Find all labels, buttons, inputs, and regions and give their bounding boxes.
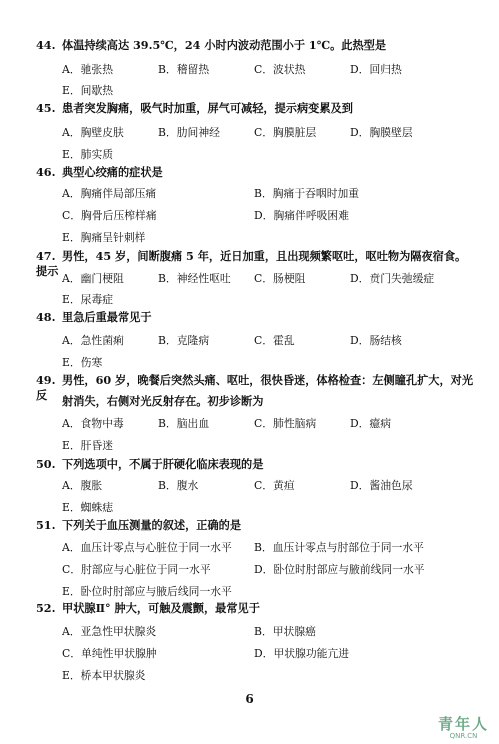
option-e[interactable]: E．桥本甲状腺炎 bbox=[62, 669, 146, 682]
option-b[interactable]: B．脑出血 bbox=[158, 417, 210, 430]
watermark-logo bbox=[438, 716, 489, 740]
option-c[interactable]: C．肺性脑病 bbox=[254, 417, 317, 430]
option-e[interactable]: E．肺实质 bbox=[62, 148, 114, 161]
option-e[interactable]: E．卧位时肘部应与腋后线同一水平 bbox=[62, 585, 232, 598]
option-d[interactable]: D．卧位时肘部应与腋前线同一水平 bbox=[254, 563, 425, 576]
option-b[interactable]: B．甲状腺癌 bbox=[254, 625, 316, 638]
option-c[interactable]: C．肠梗阻 bbox=[254, 272, 306, 285]
option-d[interactable]: D．贲门失弛缓症 bbox=[350, 272, 435, 285]
option-d[interactable]: D．胸痛伴呼吸困难 bbox=[254, 209, 350, 222]
option-a[interactable]: A．腹胀 bbox=[62, 479, 103, 492]
option-d[interactable]: D．肠结核 bbox=[350, 334, 402, 347]
option-c[interactable]: C．波状热 bbox=[254, 63, 306, 76]
option-b[interactable]: B．克隆病 bbox=[158, 334, 210, 347]
question-49 bbox=[36, 373, 476, 408]
question-50 bbox=[36, 457, 476, 472]
question-stem: 甲状腺Ⅱ° 肿大，可触及震颤，最常见于 bbox=[62, 601, 260, 615]
question-44 bbox=[36, 38, 476, 53]
question-46 bbox=[36, 165, 476, 180]
option-c[interactable]: C．胸骨后压榨样痛 bbox=[62, 209, 157, 222]
option-d[interactable]: D．回归热 bbox=[350, 63, 402, 76]
question-52 bbox=[36, 601, 476, 616]
question-45 bbox=[36, 101, 476, 116]
question-number: 46. bbox=[36, 165, 56, 179]
question-stem: 体温持续高达 39.5℃，24 小时内波动范围小于 1℃。此热型是 bbox=[62, 38, 387, 52]
option-e[interactable]: E．间歇热 bbox=[62, 84, 114, 97]
option-e[interactable]: E．尿毒症 bbox=[62, 293, 114, 306]
option-a[interactable]: A．驰张热 bbox=[62, 63, 113, 76]
option-c[interactable]: C．霍乱 bbox=[254, 334, 295, 347]
option-a[interactable]: A．亚急性甲状腺炎 bbox=[62, 625, 157, 638]
question-stem: 男性，60 岁，晚餐后突然头痛、呕吐，很快昏迷，体格检查：左侧瞳孔扩大，对光反 bbox=[36, 373, 474, 402]
option-b[interactable]: B．血压计零点与肘部位于同一水平 bbox=[254, 541, 424, 554]
option-d[interactable]: D．甲状腺功能亢进 bbox=[254, 647, 350, 660]
option-d[interactable]: D．酱油色尿 bbox=[350, 479, 413, 492]
question-number: 52. bbox=[36, 601, 56, 615]
option-a[interactable]: A．急性菌痢 bbox=[62, 334, 124, 347]
question-number: 50. bbox=[36, 457, 56, 471]
question-stem: 下列关于血压测量的叙述，正确的是 bbox=[62, 518, 242, 532]
question-stem: 下列选项中，不属于肝硬化临床表现的是 bbox=[62, 457, 264, 471]
option-c[interactable]: C．胸膜脏层 bbox=[254, 126, 317, 139]
option-b[interactable]: B．稽留热 bbox=[158, 63, 210, 76]
option-c[interactable]: C．单纯性甲状腺肿 bbox=[62, 647, 157, 660]
option-c[interactable]: C．肘部应与心脏位于同一水平 bbox=[62, 563, 211, 576]
question-stem: 典型心绞痛的症状是 bbox=[62, 165, 163, 179]
watermark-url: QNR.CN bbox=[449, 732, 478, 740]
option-b[interactable]: B．肋间神经 bbox=[158, 126, 220, 139]
question-stem: 里急后重最常见于 bbox=[62, 310, 152, 324]
question-number: 51. bbox=[36, 518, 56, 532]
option-a[interactable]: A．幽门梗阻 bbox=[62, 272, 124, 285]
watermark-text: 青年人 bbox=[437, 715, 489, 733]
option-d[interactable]: D．胸膜壁层 bbox=[350, 126, 413, 139]
question-number: 47. bbox=[36, 249, 56, 263]
option-e[interactable]: E．肝昏迷 bbox=[62, 439, 114, 452]
option-e[interactable]: E．伤寒 bbox=[62, 356, 103, 369]
page-number: 6 bbox=[245, 692, 254, 706]
question-number: 44. bbox=[36, 38, 56, 52]
option-a[interactable]: A．胸壁皮肤 bbox=[62, 126, 124, 139]
question-number: 45. bbox=[36, 101, 56, 115]
question-number: 49. bbox=[36, 373, 56, 387]
question-51 bbox=[36, 518, 476, 533]
option-b[interactable]: B．腹水 bbox=[158, 479, 199, 492]
option-e[interactable]: E．蜘蛛痣 bbox=[62, 501, 114, 514]
option-b[interactable]: B．神经性呕吐 bbox=[158, 272, 231, 285]
question-48 bbox=[36, 310, 476, 325]
option-a[interactable]: A．血压计零点与心脏位于同一水平 bbox=[62, 541, 232, 554]
option-d[interactable]: D．癔病 bbox=[350, 417, 392, 430]
option-c[interactable]: C．黄疸 bbox=[254, 479, 295, 492]
question-stem: 男性，45 岁，间断腹痛 5 年，近日加重，且出现频繁呕吐，呕吐物为隔夜宿食。提示 bbox=[36, 249, 467, 278]
option-a[interactable]: A．食物中毒 bbox=[62, 417, 124, 430]
question-stem-continued: 射消失，右侧对光反射存在。初步诊断为 bbox=[62, 394, 264, 408]
option-e[interactable]: E．胸痛呈针刺样 bbox=[62, 231, 146, 244]
question-stem: 患者突发胸痛，吸气时加重，屏气可减轻，提示病变累及到 bbox=[62, 101, 353, 115]
option-b[interactable]: B．胸痛于吞咽时加重 bbox=[254, 187, 360, 200]
question-number: 48. bbox=[36, 310, 56, 324]
option-a[interactable]: A．胸痛伴局部压痛 bbox=[62, 187, 157, 200]
